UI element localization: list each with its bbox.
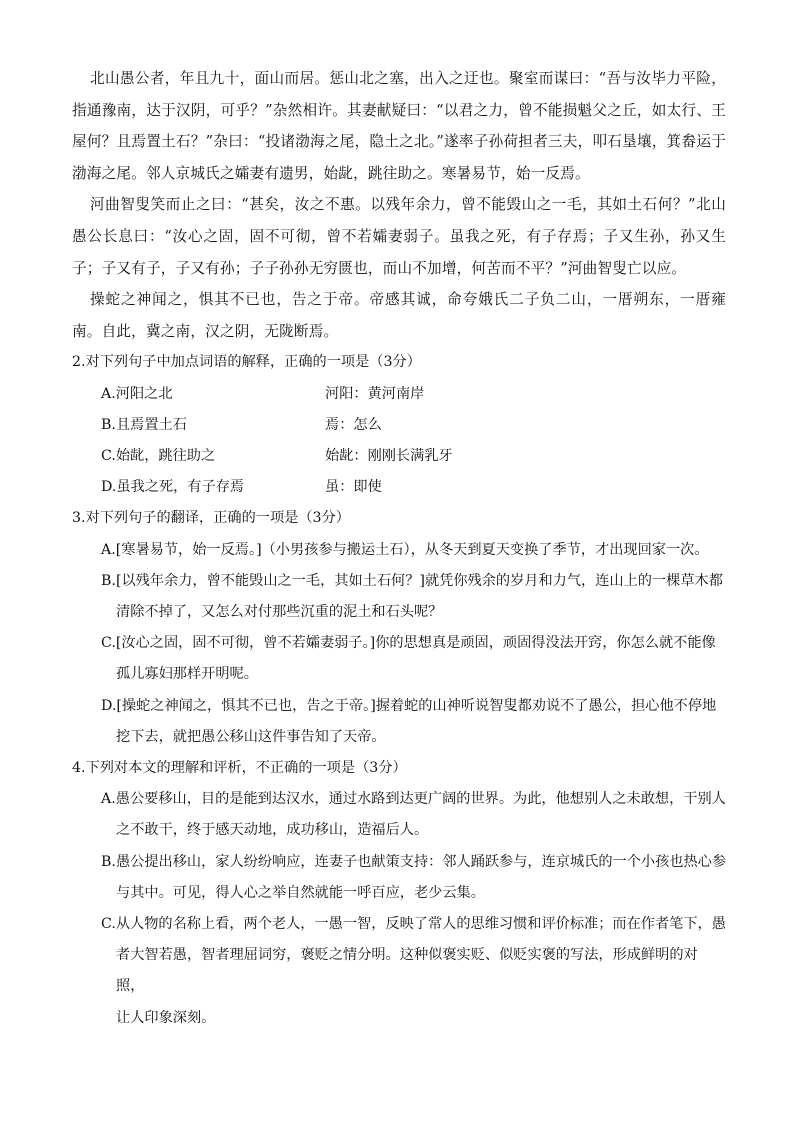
option-text-line2: 者大智若愚，智者理屈词穷，褒贬之情分明。这种似褒实贬、似贬实褒的写法，形成鲜明的对照，	[116, 947, 698, 995]
question-2-option-b	[0, 410, 794, 441]
option-text-line2: 挖下去，就把愚公移山这件事告知了天帝。	[116, 728, 386, 745]
option-text-line1: 愚公提出移山，家人纷纷响应，连妻子也献策支持：邻人踊跃参与，连京城氏的一个小孩也热心参	[115, 853, 727, 870]
question-3-option-d	[0, 691, 794, 753]
option-text-line2: 之不敢干，终于感天动地，成功移山，造福后人。	[116, 822, 429, 839]
option-gloss: 焉：怎么	[325, 416, 382, 433]
option-gloss: 始龀：刚刚长满乳牙	[325, 447, 453, 464]
question-2-stem: 2.对下列句子中加点词语的解释，正确的一项是（3分）	[72, 354, 421, 371]
option-letter: C.	[101, 447, 116, 464]
option-phrase: 虽我之死，有子存焉	[116, 479, 245, 496]
option-text-line3: 让人印象深刻。	[116, 1009, 216, 1026]
option-letter: B.	[101, 416, 116, 433]
option-text-line2: 与其中。可见，得人心之举自然就能一呼百应，老少云集。	[116, 884, 485, 901]
question-4-stem: 4.下列对本文的理解和评析，不正确的一项是（3分）	[72, 759, 407, 776]
option-phrase: 且焉置土石	[115, 416, 187, 433]
option-text-line2: 孤儿寡妇那样开明呢。	[116, 666, 258, 683]
option-text-line1: [汝心之固，固不可彻，曾不若孀妻弱子。]你的思想真是顽固，顽固得没法开窍，你怎么就不能像	[115, 635, 716, 652]
option-letter: B.	[101, 572, 116, 589]
question-3-option-b	[0, 566, 794, 628]
option-text-line1: 从人物的名称上看，两个老人，一愚一智，反映了常人的思维习惯和评价标准；而在作者笔下，愚	[115, 916, 726, 932]
option-gloss: 河阳：黄河南岸	[325, 385, 425, 402]
option-text-line2: 清除不掉了，又怎么对付那些沉重的泥土和石头呢？	[116, 603, 443, 620]
option-phrase: 始龀，跳往助之	[115, 447, 216, 464]
option-letter: D.	[101, 697, 117, 714]
option-letter: A.	[101, 541, 116, 558]
question-4-option-c	[0, 909, 794, 1034]
passage-paragraph-3: 操蛇之神闻之，惧其不已也，告之于帝。帝感其诚，命夸娥氏二子负二山，一厝朔东，一厝雍南。自此，冀之南，汉之阴，无陇断焉。	[72, 291, 726, 340]
option-text-line1: [寒暑易节，始一反焉。]（小男孩参与搬运土石），从冬天到夏天变换了季节，才出现回家一次。	[115, 541, 709, 558]
question-4-option-a	[0, 784, 794, 846]
option-gloss: 虽：即使	[325, 479, 382, 496]
option-letter: A.	[101, 791, 116, 808]
question-3-stem: 3.对下列句子的翻译，正确的一项是（3分）	[72, 510, 350, 527]
option-text-line1: 愚公要移山，目的是能到达汉水，通过水路到达更广阔的世界。为此，他想别人之未敢想，干别人	[115, 791, 726, 808]
option-letter: B.	[101, 853, 116, 870]
passage-paragraph-1: 北山愚公者，年且九十，面山而居。惩山北之塞，出入之迂也。聚室而谋曰：“吾与汝毕力平险，指通豫南，达于汉阴，可乎？”杂然相许。其妻献疑曰：“以君之力，曾不能损魁父之丘，如太行、王屋何？且焉置土石？”杂曰：“投诸渤海之尾，隐土之北。”遂率子孙荷担者三夫，叩石垦壤，箕畚运于渤海之尾。邻人京城氏之孀妻有遗男，始龀，跳往助之。寒暑易节，始一反焉。	[72, 70, 726, 182]
option-letter: D.	[101, 479, 117, 496]
question-3-option-a	[0, 535, 794, 566]
option-letter: C.	[101, 916, 116, 932]
option-phrase: 河阳之北	[115, 385, 173, 402]
question-2-option-d	[0, 472, 794, 503]
passage-paragraph-2: 河曲智叟笑而止之曰：“甚矣，汝之不惠。以残年余力，曾不能毁山之一毛，其如土石何？”北山愚公长息曰：“汝心之固，固不可彻，曾不若孀妻弱子。虽我之死，有子存焉；子又生孙，孙又生子；子又有子，子又有孙；子子孙孙无穷匮也，而山不加增，何苦而不平？”河曲智叟亡以应。	[72, 196, 726, 277]
option-letter: A.	[101, 385, 116, 402]
option-letter: C.	[101, 635, 116, 652]
question-2-option-c	[0, 441, 794, 472]
question-4-option-b	[0, 847, 794, 909]
question-3-option-c	[0, 628, 794, 690]
option-text-line1: [操蛇之神闻之，惧其不已也，告之于帝。]握着蛇的山神听说智叟都劝说不了愚公，担心他不停地	[116, 697, 717, 714]
option-text-line1: [以残年余力，曾不能毁山之一毛，其如土石何？]就凭你残余的岁月和力气，连山上的一棵草木都	[115, 572, 723, 589]
question-2-option-a	[0, 379, 794, 410]
